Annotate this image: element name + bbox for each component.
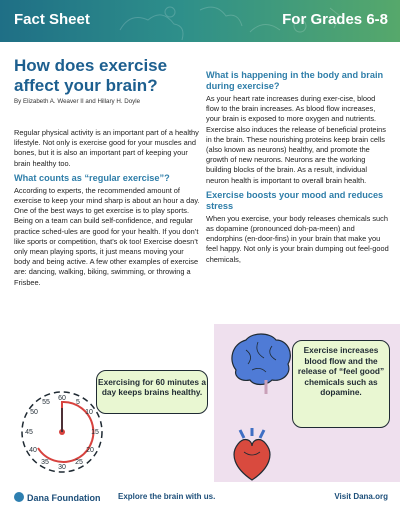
footer-tagline: Explore the brain with us. — [118, 492, 216, 501]
section-text-body-brain: As your heart rate increases during exer-cise, blood flow to the brain increases. As blood flow increases, your brain is exposed to more oxygen and nutrients. Exercise also induces the release of beneficial proteins in the brain. These nourishing proteins keep brain cells (also known as neurons) healthy, and promote the growth of new neurons. Neurons are the working building blocks of the brain. As a result, individual neuron health is important to overall brain health. — [206, 94, 386, 185]
timer-label-30: 30 — [58, 464, 66, 471]
page-title: How does exercise affect your brain? — [14, 56, 168, 95]
callout-blood-flow: Exercise increases blood flow and the release of “feel good” chemicals such as dopamine. — [292, 340, 390, 428]
dana-logo-icon — [14, 492, 24, 502]
timer-label-25: 25 — [75, 459, 83, 466]
timer-label-20: 20 — [86, 447, 94, 454]
grade-level-label: For Grades 6-8 — [282, 11, 388, 28]
section-heading-regular-exercise: What counts as “regular exercise”? — [14, 172, 170, 183]
brain-illustration — [226, 330, 296, 396]
timer-label-60: 60 — [58, 395, 66, 402]
timer-label-10: 10 — [85, 409, 93, 416]
right-column — [206, 70, 390, 269]
timer-label-50: 50 — [30, 409, 38, 416]
section-heading-body-brain: What is happening in the body and brain during exercise? — [206, 70, 384, 91]
timer-label-55: 55 — [42, 399, 50, 406]
timer-label-35: 35 — [41, 459, 49, 466]
fact-sheet-label: Fact Sheet — [14, 11, 90, 28]
stopwatch-illustration — [18, 386, 108, 478]
left-column — [14, 128, 200, 292]
header-banner — [0, 0, 400, 42]
callout-60-minutes: Exercising for 60 minutes a day keeps brains healthy. — [96, 370, 208, 414]
dana-foundation-logo — [14, 492, 101, 503]
timer-label-40: 40 — [29, 447, 37, 454]
section-heading-mood-stress: Exercise boosts your mood and reduces stress — [206, 189, 384, 211]
footer-org-name: Dana Foundation — [27, 493, 101, 503]
timer-label-45: 45 — [25, 429, 33, 436]
footer — [0, 486, 400, 508]
footer-website-link[interactable]: Visit Dana.org — [334, 492, 388, 501]
authors-line: By Elizabeth A. Weaver II and Hillary H. Doyle — [14, 98, 141, 105]
intro-paragraph: Regular physical activity is an important part of a healthy lifestyle. Not only is exercise good for your muscles and bones, but it is also an important part of keeping your brain healthy too. — [14, 128, 199, 168]
timer-label-5: 5 — [76, 399, 80, 406]
section-text-mood-stress: When you exercise, your body releases chemicals such as dopamine (pronounced doh-pa-meen) and endorphins (en-door-fins) in your brain that make you feel happy. Not only is your brain dumping out feel-good chemicals, — [206, 213, 389, 264]
timer-label-15: 15 — [91, 429, 99, 436]
section-text-regular-exercise: According to experts, the recommended amount of exercise to keep your mind sharp is about an hour a day. One of the best ways to get exercise is to play sports. Being on a team can build self-confidence, and regular practice sched-ules are good for your health. If you don’t like sports or competition, that’s ok too! Exercise doesn’t only mean playing sports, it just means moving your body and being active. A few other examples of exercise are: dancing, walking, biking, swimming, or throwing a Frisbee. — [14, 185, 200, 287]
heart-illustration — [228, 428, 276, 484]
